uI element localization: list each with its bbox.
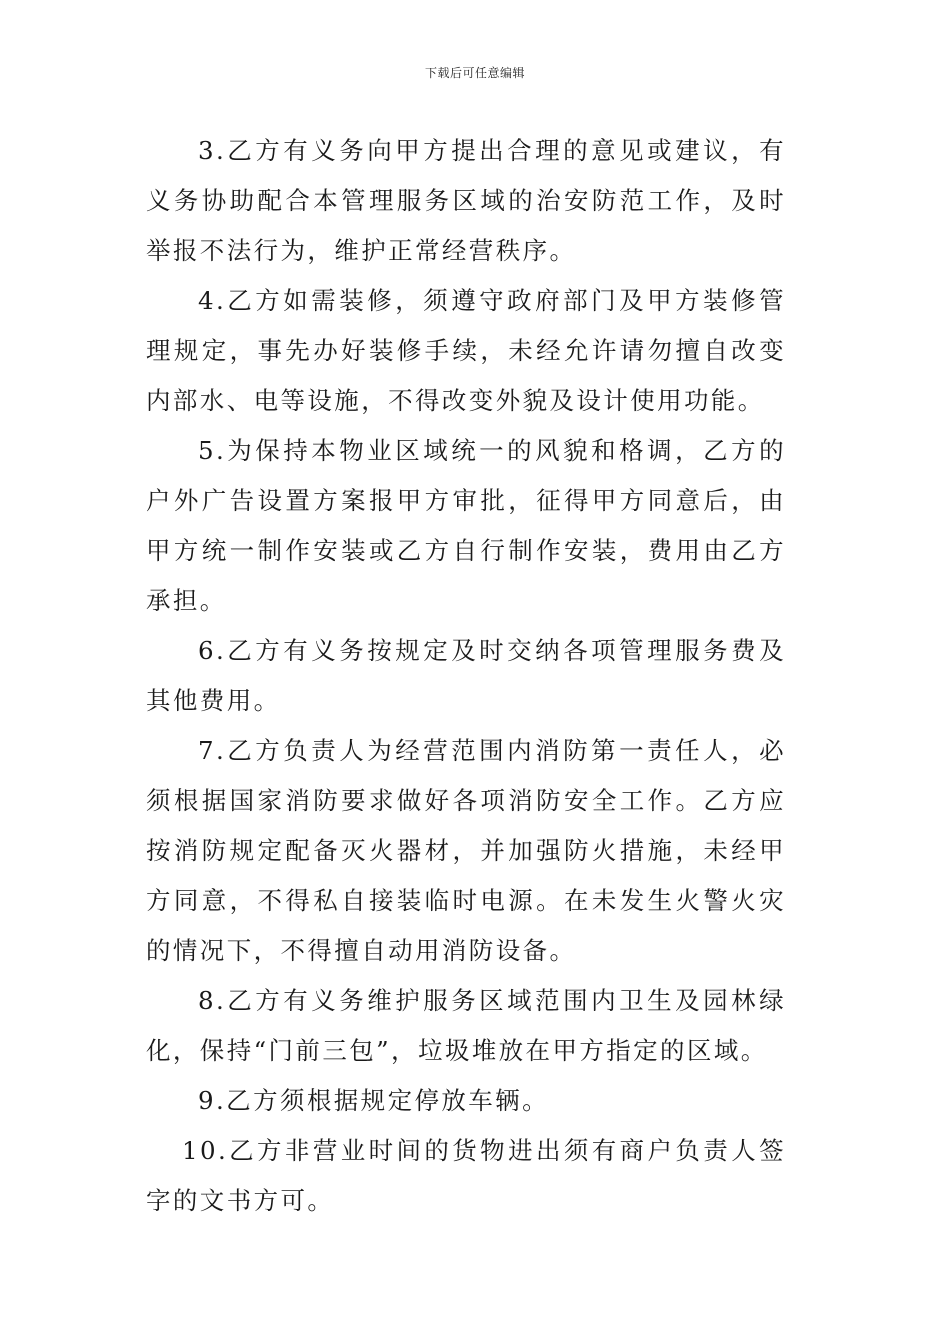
document-body [146,126,786,1226]
paragraph-8: 8.乙方有义务维护服务区域范围内卫生及园林绿化，保持“门前三包”，垃圾堆放在甲方指定的区域。 [146,986,786,1065]
paragraph-5: 5.为保持本物业区域统一的风貌和格调，乙方的户外广告设置方案报甲方审批，征得甲方同意后，由甲方统一制作安装或乙方自行制作安装，费用由乙方承担。 [146,436,786,615]
paragraph-3: 3.乙方有义务向甲方提出合理的意见或建议，有义务协助配合本管理服务区域的治安防范工作，及时举报不法行为，维护正常经营秩序。 [146,136,786,265]
paragraph-7: 7.乙方负责人为经营范围内消防第一责任人，必须根据国家消防要求做好各项消防安全工作。乙方应按消防规定配备灭火器材，并加强防火措施，未经甲方同意，不得私自接装临时电源。在未发生火警火灾的情况下，不得擅自动用消防设备。 [146,736,786,965]
paragraph-10: 10.乙方非营业时间的货物进出须有商户负责人签字的文书方可。 [146,1136,786,1215]
page-header: 下载后可任意编辑 [424,66,525,80]
paragraph-6: 6.乙方有义务按规定及时交纳各项管理服务费及其他费用。 [146,636,786,715]
paragraph-4: 4.乙方如需装修，须遵守政府部门及甲方装修管理规定，事先办好装修手续，未经允许请勿擅自改变内部水、电等设施，不得改变外貌及设计使用功能。 [146,286,786,415]
paragraph-9: 9.乙方须根据规定停放车辆。 [198,1086,549,1115]
